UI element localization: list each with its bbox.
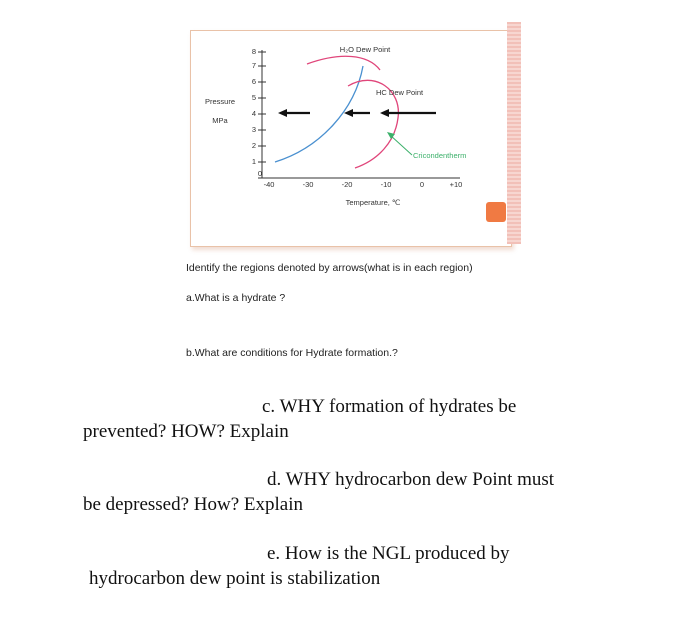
question-e-line1: e. How is the NGL produced by [267,543,510,564]
region-arrow-2 [344,109,370,117]
hc-dew-label: HC Dew Point [376,88,424,97]
y-tick-label: 2 [251,141,256,150]
question-intro: Identify the regions denoted by arrows(what is in each region) [186,262,473,274]
y-tick-label: 5 [251,93,256,102]
cricondentherm-pointer [390,135,412,155]
region-arrow-1 [278,109,310,117]
y-tick-label: 4 [251,109,256,118]
water-dew-curve [307,56,380,70]
region-arrow-3 [380,109,436,117]
y-tick-label: 8 [251,47,256,56]
question-c-line1: c. WHY formation of hydrates be [262,396,517,417]
question-d-line2: be depressed? How? Explain [83,494,304,515]
question-d-line1: d. WHY hydrocarbon dew Point must [267,469,555,490]
y-axis-title: Pressure [204,97,236,106]
question-b: b.What are conditions for Hydrate formation.? [186,347,398,359]
question-a: a.What is a hydrate ? [186,292,286,304]
y-tick-label: 1 [251,157,256,166]
y-tick-label: 6 [251,77,256,86]
y-axis-unit: MPa [212,116,228,125]
y-tick-label: 3 [251,125,256,134]
x-axis-title: Temperature, ℃ [345,198,401,207]
phase-diagram [190,30,510,245]
x-tick-label: +10 [449,180,463,189]
x-tick-label: -30 [302,180,314,189]
water-dew-label: H₂O Dew Point [339,45,391,54]
x-tick-label: 0 [419,180,425,189]
y-tick-label: 7 [251,61,256,70]
question-c-line2: prevented? HOW? Explain [83,421,289,442]
question-e-line2: hydrocarbon dew point is stabilization [89,568,381,589]
x-tick-label: -20 [341,180,353,189]
x-tick-label: -10 [380,180,392,189]
cricondentherm-label: Cricondentherm [413,151,467,160]
x-tick-label: -40 [263,180,275,189]
y-tick-label: 0 [257,169,262,178]
